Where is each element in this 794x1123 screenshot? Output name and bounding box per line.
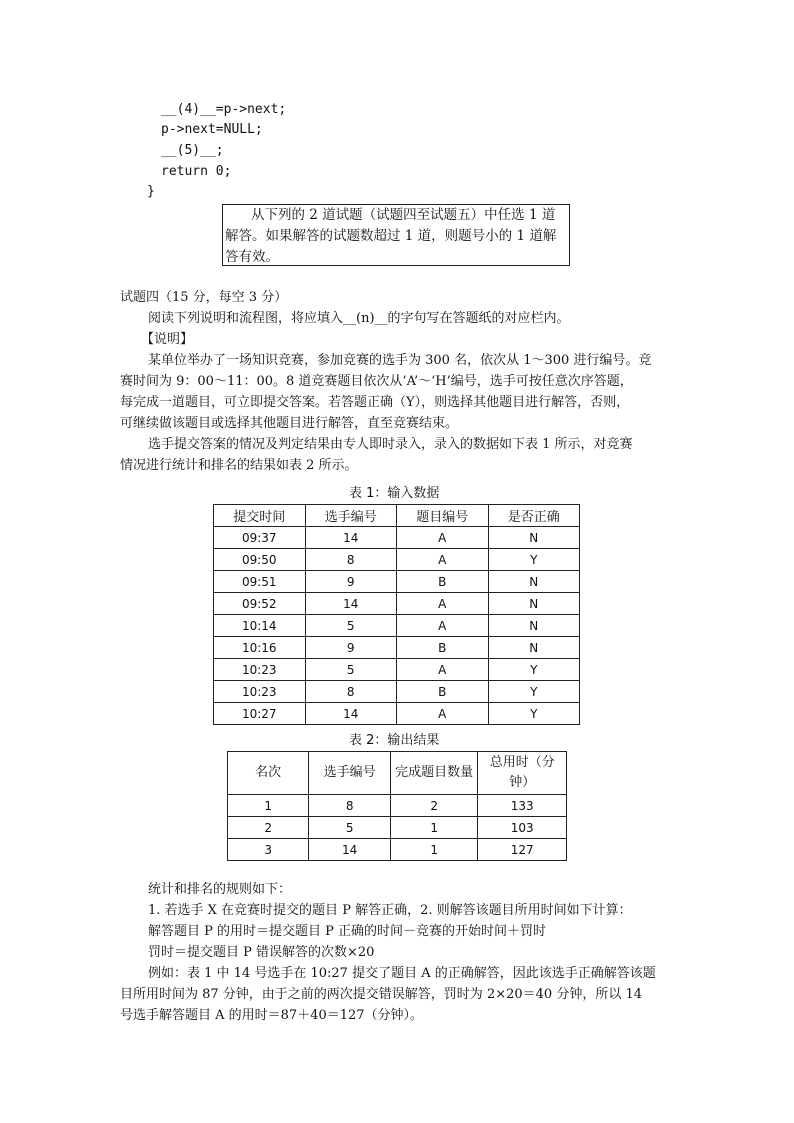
table-row bbox=[214, 593, 580, 615]
table-header-cell: 完成题目数量 bbox=[390, 752, 478, 795]
table-cell: 5 bbox=[305, 615, 397, 637]
table-header-cell: 题目编号 bbox=[397, 505, 489, 527]
table-row bbox=[228, 795, 567, 817]
paragraph1-line-1: 某单位举办了一场知识竞赛，参加竞赛的选手为 300 名，依次从 1～300 进行编号。竞 bbox=[148, 353, 652, 368]
table-row bbox=[214, 637, 580, 659]
table-cell: A bbox=[397, 549, 489, 571]
table-cell: 1 bbox=[390, 817, 478, 839]
table-cell: 14 bbox=[309, 839, 391, 861]
table-cell: A bbox=[397, 527, 489, 549]
table-header-cell: 是否正确 bbox=[488, 505, 580, 527]
rules-line-4: 罚时＝提交题目 P 错误解答的次数×20 bbox=[148, 945, 375, 960]
table-cell: B bbox=[397, 681, 489, 703]
table-cell: 10:23 bbox=[214, 659, 306, 681]
table-cell: 10:27 bbox=[214, 703, 306, 725]
table-cell: N bbox=[488, 615, 580, 637]
table-cell: A bbox=[397, 615, 489, 637]
paragraph1-line-4: 可继续做该题目或选择其他题目进行解答，直至竞赛结束。 bbox=[120, 416, 459, 431]
notice-box bbox=[222, 204, 570, 266]
table-header-cell: 选手编号 bbox=[309, 752, 391, 795]
table-header-cell: 总用时（分钟） bbox=[478, 752, 567, 795]
question-title: 试题四（15 分，每空 3 分） bbox=[120, 290, 288, 305]
code-line-2: p->next=NULL; bbox=[161, 122, 263, 137]
table-cell: N bbox=[488, 593, 580, 615]
table-row bbox=[214, 659, 580, 681]
rules-line-2: 1. 若选手 X 在竞赛时提交的题目 P 解答正确，2. 则解答该题目所用时间如下计算： bbox=[148, 903, 632, 918]
table-cell: N bbox=[488, 571, 580, 593]
table-header-cell: 名次 bbox=[228, 752, 309, 795]
notice-line-2: 解答。如果解答的试题数超过 1 道，则题号小的 1 道解 bbox=[225, 228, 557, 244]
table-cell: 09:50 bbox=[214, 549, 306, 571]
table-row bbox=[228, 839, 567, 861]
table-row bbox=[214, 549, 580, 571]
table-cell: 2 bbox=[390, 795, 478, 817]
table-cell: 8 bbox=[309, 795, 391, 817]
paragraph2-line-1: 选手提交答案的情况及判定结果由专人即时录入，录入的数据如下表 1 所示，对竞赛 bbox=[148, 437, 633, 452]
notice-line-3: 答有效。 bbox=[225, 249, 279, 265]
rules-line-1: 统计和排名的规则如下： bbox=[148, 882, 292, 897]
paragraph2-line-2: 情况进行统计和排名的结果如表 2 所示。 bbox=[120, 458, 358, 473]
table-row bbox=[214, 571, 580, 593]
rules-line-3: 解答题目 P 的用时＝提交题目 P 正确的时间－竞赛的开始时间＋罚时 bbox=[148, 924, 547, 939]
section-heading: 【说明】 bbox=[141, 332, 194, 347]
table-header-cell: 选手编号 bbox=[305, 505, 397, 527]
table-cell: B bbox=[397, 571, 489, 593]
table-row bbox=[214, 703, 580, 725]
table-cell: 5 bbox=[309, 817, 391, 839]
rules-line-7: 号选手解答题目 A 的用时＝87＋40＝127（分钟）。 bbox=[120, 1008, 424, 1023]
table-row bbox=[214, 615, 580, 637]
rules-line-6: 目所用时间为 87 分钟，由于之前的两次提交错误解答，罚时为 2×20＝40 分钟，所以 14 bbox=[120, 987, 642, 1002]
table-row bbox=[228, 817, 567, 839]
input-data-table bbox=[213, 504, 580, 725]
table-cell: 10:14 bbox=[214, 615, 306, 637]
table-cell: Y bbox=[488, 703, 580, 725]
table-cell: A bbox=[397, 593, 489, 615]
rules-line-5: 例如：表 1 中 14 号选手在 10:27 提交了题目 A 的正确解答，因此该选手正确解答该题 bbox=[148, 966, 656, 981]
table-header-row bbox=[228, 752, 567, 795]
table-cell: Y bbox=[488, 659, 580, 681]
paragraph1-line-2: 赛时间为 9：00～11：00。8 道竞赛题目依次从‘A’～‘H’编号，选手可按任意次序答题， bbox=[120, 374, 633, 389]
table-cell: N bbox=[488, 637, 580, 659]
table-cell: 14 bbox=[305, 593, 397, 615]
table-cell: 8 bbox=[305, 681, 397, 703]
table-cell: 103 bbox=[478, 817, 567, 839]
table-cell: 9 bbox=[305, 571, 397, 593]
code-line-5: } bbox=[147, 184, 155, 199]
table-row bbox=[214, 527, 580, 549]
table1-caption: 表 1：输入数据 bbox=[349, 486, 440, 501]
code-line-4: return 0; bbox=[161, 164, 232, 179]
table-row bbox=[214, 681, 580, 703]
table2-caption: 表 2：输出结果 bbox=[349, 733, 440, 748]
table-cell: 14 bbox=[305, 527, 397, 549]
table-cell: A bbox=[397, 659, 489, 681]
table-cell: Y bbox=[488, 549, 580, 571]
table-cell: 127 bbox=[478, 839, 567, 861]
table-cell: 10:23 bbox=[214, 681, 306, 703]
table-cell: 3 bbox=[228, 839, 309, 861]
table-cell: 8 bbox=[305, 549, 397, 571]
code-line-1: __(4)__=p->next; bbox=[161, 102, 287, 117]
table-header-row bbox=[214, 505, 580, 527]
code-line-3: __(5)__; bbox=[161, 143, 224, 158]
table-cell: A bbox=[397, 703, 489, 725]
table-header-cell: 提交时间 bbox=[214, 505, 306, 527]
table-cell: 9 bbox=[305, 637, 397, 659]
table-cell: 133 bbox=[478, 795, 567, 817]
table-cell: B bbox=[397, 637, 489, 659]
notice-line-1: 从下列的 2 道试题（试题四至试题五）中任选 1 道 bbox=[251, 207, 556, 223]
paragraph1-line-3: 每完成一道题目，可立即提交答案。若答题正确（Y），则选择其他题目进行解答，否则， bbox=[120, 395, 630, 410]
table-cell: 2 bbox=[228, 817, 309, 839]
table-cell: 09:37 bbox=[214, 527, 306, 549]
table-cell: 1 bbox=[390, 839, 478, 861]
table-cell: 09:52 bbox=[214, 593, 306, 615]
output-result-table bbox=[227, 751, 567, 861]
table-cell: 10:16 bbox=[214, 637, 306, 659]
table-cell: Y bbox=[488, 681, 580, 703]
table-cell: 5 bbox=[305, 659, 397, 681]
table-cell: 09:51 bbox=[214, 571, 306, 593]
instruction: 阅读下列说明和流程图，将应填入__(n)__的字句写在答题纸的对应栏内。 bbox=[148, 311, 570, 326]
table-cell: 1 bbox=[228, 795, 309, 817]
table-cell: N bbox=[488, 527, 580, 549]
table-cell: 14 bbox=[305, 703, 397, 725]
